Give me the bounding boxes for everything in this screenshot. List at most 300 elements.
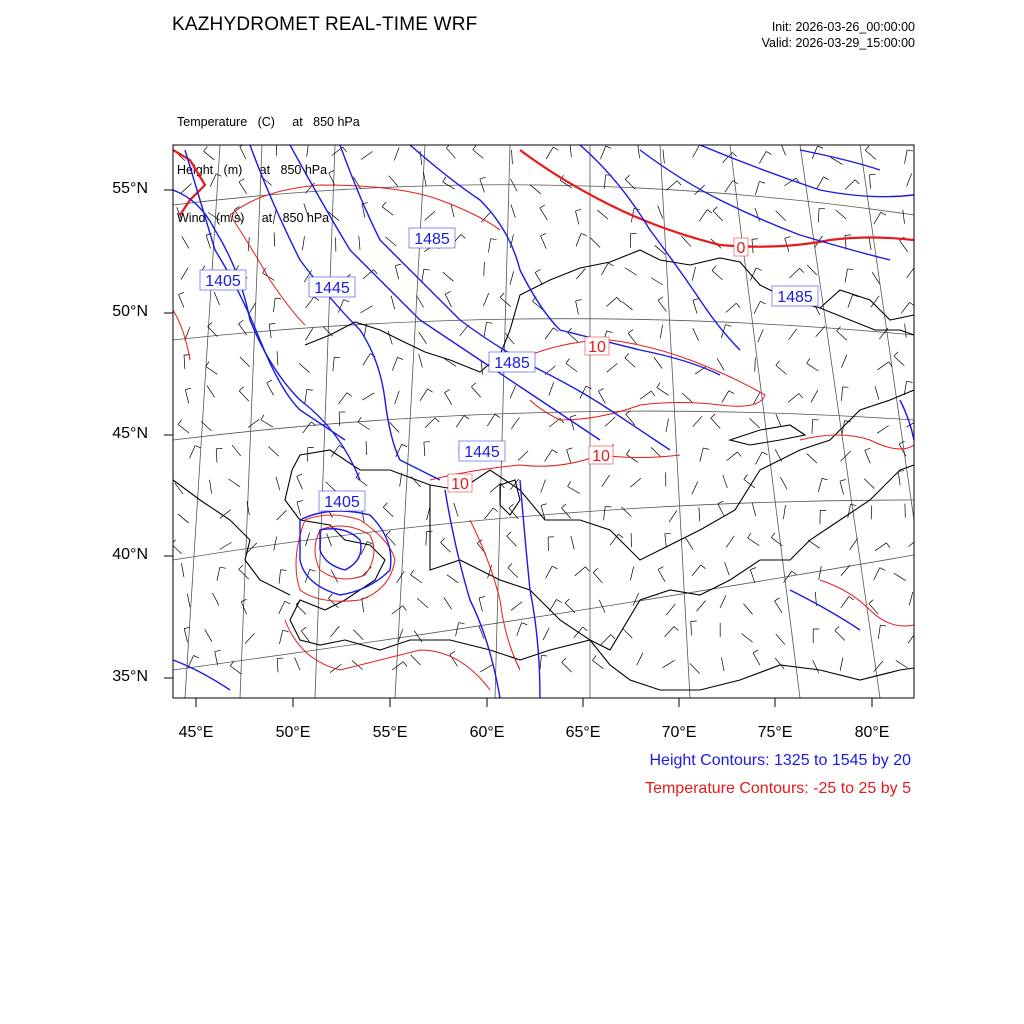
wind-barb-flag <box>509 504 514 508</box>
wind-barb-flag <box>397 357 403 359</box>
wind-barb <box>807 363 819 371</box>
wind-barb <box>723 475 727 488</box>
wind-barb <box>682 393 692 402</box>
wind-barb <box>651 278 663 285</box>
wind-barb-flag <box>665 533 671 534</box>
wind-barb <box>903 210 905 224</box>
wind-barb <box>567 450 571 463</box>
wind-barb-flag <box>403 662 407 667</box>
wind-barb <box>660 325 662 339</box>
wind-barb <box>841 596 849 607</box>
wind-barb-flag <box>703 448 709 449</box>
wind-barb <box>692 267 695 281</box>
wind-barb-flag <box>541 655 547 656</box>
wind-barb-flag <box>480 177 486 179</box>
wind-barb-flag <box>307 389 313 390</box>
wind-barb-flag <box>576 300 582 301</box>
wind-barb <box>389 176 398 187</box>
wind-barb-flag <box>171 540 175 544</box>
wind-barb <box>874 568 880 581</box>
wind-barb <box>789 329 797 340</box>
wind-barb <box>753 653 760 665</box>
wind-barb <box>602 475 610 487</box>
wind-barb <box>445 294 451 306</box>
wind-barb <box>394 147 399 160</box>
wind-barb-flag <box>508 563 512 567</box>
wind-barb <box>848 295 853 308</box>
lat-label-40n: 40°N <box>112 546 148 563</box>
kazakhstan-north-border <box>305 250 914 372</box>
wind-barb-flag <box>575 209 581 210</box>
height-contour-south-2 <box>520 480 540 698</box>
wind-barb <box>755 208 760 221</box>
turkmenistan-border <box>345 640 914 690</box>
wind-barb-flag <box>762 452 767 455</box>
wind-barb <box>294 657 300 670</box>
wind-barb <box>204 151 215 160</box>
wind-barb-flag <box>261 415 264 420</box>
wind-barb <box>217 567 220 581</box>
wind-barb-flag <box>310 569 316 571</box>
wind-barb <box>877 362 888 370</box>
wind-barb <box>208 212 220 220</box>
wind-barb <box>744 604 753 615</box>
wind-barb-flag <box>491 239 497 240</box>
wind-barb-flag <box>907 150 913 151</box>
wind-barb-flag <box>495 414 500 417</box>
wind-barb <box>896 660 908 667</box>
wind-barb-flag <box>283 630 289 631</box>
wind-barb-flag <box>560 418 564 423</box>
svg-text:10: 10 <box>592 448 610 465</box>
wind-barb-flag <box>583 627 588 631</box>
meridian-50e <box>240 145 262 698</box>
wind-barb <box>575 211 578 225</box>
wind-barb <box>178 295 183 308</box>
wind-barb <box>712 271 723 280</box>
wind-barb-flag <box>607 331 613 333</box>
wind-barb <box>185 390 188 404</box>
height-contour-1525 <box>640 150 890 260</box>
wind-barb-flag <box>817 146 823 148</box>
wind-barb-flag <box>461 234 466 238</box>
wind-barb-flag <box>275 298 281 299</box>
wind-barb <box>206 366 218 374</box>
wind-barb-flag <box>657 383 660 388</box>
wind-barb <box>426 531 427 545</box>
wind-barb <box>339 393 347 404</box>
height-contour-legend: Height Contours: 1325 to 1545 by 20 <box>649 752 911 769</box>
parallel-40n <box>173 500 914 560</box>
wind-barb-flag <box>446 144 450 148</box>
wind-barb <box>484 322 486 336</box>
wind-barb <box>894 356 904 365</box>
wind-barb <box>610 534 618 545</box>
wind-barb <box>845 180 855 190</box>
wind-barb <box>780 477 787 489</box>
wind-barb <box>239 391 249 401</box>
wind-barb-flag <box>343 147 347 152</box>
wind-barb <box>267 383 274 395</box>
wind-barb <box>511 417 519 428</box>
wind-barb <box>756 452 763 464</box>
wind-barb-flag <box>328 594 332 598</box>
wind-barb <box>545 450 553 462</box>
wind-barb <box>184 629 187 643</box>
wind-barb <box>441 542 451 552</box>
wind-barb-flag <box>626 450 629 455</box>
wind-barb <box>239 182 247 194</box>
temp-contour-caspian-2 <box>315 526 374 579</box>
height-contour-1465 <box>340 145 670 450</box>
wind-barb-flag <box>500 293 504 298</box>
wind-barb <box>460 325 469 336</box>
wind-barb <box>297 476 303 489</box>
svg-text:1445: 1445 <box>464 444 500 461</box>
wind-barb-flag <box>347 393 352 397</box>
wind-barb <box>269 447 279 457</box>
wind-barb <box>865 450 870 463</box>
wind-barb-flag <box>195 446 200 448</box>
wind-barb <box>907 173 912 186</box>
wind-barb-flag <box>424 269 430 270</box>
wind-barb <box>693 145 700 157</box>
wind-barb <box>240 357 250 367</box>
wind-barb <box>654 357 662 368</box>
lon-label-55e: 55°E <box>372 724 408 741</box>
label-temp-10-a <box>585 337 609 356</box>
wind-barb-flag <box>592 656 596 661</box>
wind-barb <box>508 568 518 578</box>
wind-barb <box>425 418 435 428</box>
wind-barb-flag <box>281 570 287 571</box>
wind-barb <box>700 448 703 462</box>
wind-barb <box>305 389 307 403</box>
wind-barb-flag <box>750 568 756 570</box>
label-height-1445-s <box>459 441 505 461</box>
wind-barb <box>417 598 427 607</box>
wind-barb <box>248 303 255 315</box>
wind-barb-flag <box>799 393 803 398</box>
wind-barb-flag <box>693 299 699 301</box>
lon-label-45e: 45°E <box>178 724 214 741</box>
wind-barb-flag <box>334 357 340 358</box>
wind-barb <box>473 150 484 159</box>
wind-barb <box>776 414 781 427</box>
wind-barb <box>758 329 763 342</box>
wind-barb-flag <box>775 598 780 601</box>
wind-barb <box>181 183 191 192</box>
field-height: Height (m) at 850 hPa <box>177 163 328 177</box>
wind-barb <box>640 391 651 399</box>
label-height-1445-n <box>309 277 355 297</box>
wind-barb <box>540 208 548 220</box>
wind-barb-flag <box>617 297 621 302</box>
wind-barb-flag <box>487 322 493 323</box>
wind-barb-flag <box>618 534 623 538</box>
wind-barb-flag <box>894 352 898 356</box>
wind-barb <box>623 628 633 638</box>
wind-barb-flag <box>443 177 446 182</box>
wind-barb <box>752 503 756 517</box>
wind-barb <box>328 598 338 608</box>
wind-barb-flag <box>216 174 221 177</box>
wind-barb-flag <box>736 303 740 308</box>
wind-barb-flag <box>329 170 334 173</box>
wind-barb <box>576 301 579 315</box>
wind-barb <box>755 181 759 194</box>
valid-time: Valid: 2026-03-29_15:00:00 <box>761 36 915 50</box>
wind-barb-flag <box>297 501 303 503</box>
wind-barb-flag <box>445 291 450 294</box>
wind-barb <box>410 575 421 583</box>
wind-barb-flag <box>267 380 272 383</box>
wind-barb <box>279 601 285 614</box>
wind-barb <box>305 533 309 546</box>
label-height-1405-s <box>319 491 365 511</box>
wind-barb <box>392 606 403 614</box>
wind-barb-flag <box>428 389 433 392</box>
temp-contour-east-2 <box>800 435 914 449</box>
wind-barb <box>875 543 886 551</box>
wind-barb <box>570 417 574 430</box>
temp-contour-n-bold <box>173 150 205 215</box>
wind-barb <box>840 481 844 495</box>
wind-barb <box>480 665 492 672</box>
wind-barb <box>848 504 851 518</box>
height-contour-1425 <box>250 145 440 480</box>
lat-label-55n: 55°N <box>112 180 148 197</box>
height-contour-sw <box>173 660 230 690</box>
temp-contour-west-edge <box>173 310 190 360</box>
wind-barb-flag <box>918 420 921 425</box>
wind-barb-flag <box>606 146 612 148</box>
wind-barb-flag <box>402 444 407 447</box>
wind-barb <box>545 328 553 339</box>
wind-barb-flag <box>824 177 829 180</box>
wind-barb <box>362 393 374 400</box>
wind-barb-flag <box>658 567 663 570</box>
wind-barb-flag <box>605 506 611 507</box>
wind-barb-flag <box>556 599 561 602</box>
lat-label-45n: 45°N <box>112 425 148 442</box>
wind-barb <box>279 630 282 644</box>
wind-barb-flag <box>383 503 387 507</box>
wind-barb <box>541 480 546 493</box>
lon-label-75e: 75°E <box>757 724 793 741</box>
wind-barb <box>484 262 485 276</box>
wind-barb-flag <box>301 627 306 631</box>
wind-barb <box>306 328 313 340</box>
wind-barb <box>358 422 370 429</box>
wind-barb <box>749 418 759 428</box>
wind-barb <box>480 179 485 192</box>
wind-barb-flag <box>628 330 633 334</box>
wind-barb-flag <box>395 264 401 265</box>
wind-barb-flag <box>835 626 839 630</box>
wind-barb <box>189 446 195 459</box>
wind-barb <box>899 444 906 456</box>
wind-barb <box>207 386 215 398</box>
wind-barb <box>304 204 308 217</box>
wind-barb <box>306 297 314 308</box>
wind-barb <box>273 298 275 312</box>
wind-barb <box>711 418 720 428</box>
wind-barb-flag <box>239 320 244 323</box>
wind-barb <box>666 418 669 432</box>
wind-barb-flag <box>493 508 498 512</box>
wind-barb-flag <box>880 625 886 626</box>
wind-barb <box>727 452 738 461</box>
temperature-contour-legend: Temperature Contours: -25 to 25 by 5 <box>645 780 911 797</box>
wind-barb-flag <box>552 566 557 569</box>
wind-barb <box>771 538 782 546</box>
wind-barb <box>909 592 912 606</box>
wind-barb <box>776 211 786 221</box>
wind-barb-flag <box>236 265 239 270</box>
wind-barb <box>279 570 280 584</box>
wind-barbs <box>171 142 923 674</box>
wind-barb <box>326 482 336 492</box>
wind-barb <box>725 180 733 192</box>
wind-barb <box>181 268 188 280</box>
lon-label-70e: 70°E <box>661 724 697 741</box>
wind-barb <box>422 269 424 283</box>
wind-barb <box>720 595 726 608</box>
wind-barb <box>754 301 760 313</box>
wind-barb <box>360 306 372 313</box>
wind-barb <box>353 630 363 640</box>
wind-barb <box>392 662 403 670</box>
wind-barb-flag <box>215 650 221 651</box>
wind-barb <box>655 245 666 254</box>
wind-barb <box>607 363 618 372</box>
wind-barb-flag <box>552 450 557 453</box>
wind-barb <box>201 421 211 430</box>
wind-barb-flag <box>464 416 469 419</box>
wind-barb <box>541 236 547 249</box>
lon-label-65e: 65°E <box>565 724 601 741</box>
wind-barb-flag <box>593 568 598 572</box>
wind-barb <box>658 300 666 311</box>
wind-barb <box>658 569 665 581</box>
wind-barb <box>576 233 581 246</box>
wind-barb-flag <box>625 175 629 179</box>
country-boundaries <box>173 250 914 690</box>
wind-barb <box>182 236 189 248</box>
wind-barb <box>808 540 819 548</box>
wind-barb-flag <box>565 599 569 603</box>
wind-barb-flag <box>847 269 853 270</box>
wind-barb <box>419 354 423 368</box>
svg-text:1405: 1405 <box>324 494 360 511</box>
wind-barb-flag <box>344 300 350 302</box>
wind-barb-flag <box>822 478 828 480</box>
parallel-35n <box>173 555 914 670</box>
wind-barb <box>686 538 693 550</box>
wind-barb <box>657 388 669 396</box>
wind-barb-flag <box>269 323 275 324</box>
wind-barb <box>568 486 580 493</box>
wind-barb <box>875 386 879 399</box>
wind-barb <box>817 177 824 189</box>
wind-barb-flag <box>701 565 706 569</box>
wind-barb <box>571 536 574 550</box>
wind-barb <box>397 571 405 583</box>
map-title: KAZHYDROMET REAL-TIME WRF <box>172 14 478 35</box>
wind-barb <box>905 150 908 164</box>
wind-barb <box>837 331 847 340</box>
wind-barb-flag <box>479 596 485 597</box>
wind-barb <box>865 150 876 159</box>
wind-barb <box>813 660 819 673</box>
wind-barb <box>811 390 818 402</box>
wind-barb <box>447 575 458 583</box>
wind-barb <box>220 542 232 549</box>
wind-barb <box>718 504 724 517</box>
wind-barb-flag <box>435 418 439 422</box>
wind-barb-flag <box>473 145 477 150</box>
wind-barb-flag <box>840 479 846 481</box>
wind-barb <box>302 236 304 250</box>
wind-barb <box>788 393 799 402</box>
height-contour-1405-low-outer <box>300 511 391 595</box>
meridian-85e <box>800 145 880 698</box>
wind-barb-flag <box>865 146 869 151</box>
wind-barb <box>840 657 843 671</box>
svg-text:1485: 1485 <box>414 231 450 248</box>
label-height-1485-c <box>489 352 535 372</box>
wind-barb <box>327 533 332 546</box>
wind-barb <box>775 601 782 613</box>
wind-barb <box>419 332 427 344</box>
wind-barb <box>274 537 277 551</box>
wind-barb <box>871 505 872 519</box>
wind-barb-flag <box>776 361 780 366</box>
wind-barb-flag <box>658 297 663 301</box>
wind-barb <box>626 454 638 462</box>
wind-barb <box>901 302 909 313</box>
wind-barb <box>776 365 787 374</box>
wind-barb <box>699 210 707 221</box>
wind-barb <box>841 355 846 368</box>
wind-barb <box>717 358 724 370</box>
wind-barb <box>206 235 210 248</box>
wind-barb <box>187 593 190 607</box>
wind-barb-flag <box>566 358 570 363</box>
wind-barb <box>540 655 541 669</box>
wind-barb-flag <box>711 414 715 418</box>
wind-barb <box>667 181 678 190</box>
wind-barb <box>562 662 572 672</box>
wind-barb-flag <box>541 504 547 506</box>
wind-barb-flag <box>507 532 511 536</box>
wind-barb <box>637 653 643 666</box>
wind-barb-flag <box>760 301 765 304</box>
wind-barb <box>759 151 766 163</box>
wind-barb-flag <box>598 388 603 391</box>
russia-mongolia-border <box>820 290 914 320</box>
wind-barb <box>383 507 393 517</box>
wind-barb <box>721 657 724 671</box>
wind-barb <box>215 652 218 666</box>
wind-barb <box>299 363 309 372</box>
wind-barb <box>690 663 700 673</box>
wind-barb <box>483 293 488 306</box>
wind-barb <box>530 185 541 194</box>
wind-barb-flag <box>880 568 885 571</box>
init-time: Init: 2026-03-26_00:00:00 <box>771 20 915 34</box>
